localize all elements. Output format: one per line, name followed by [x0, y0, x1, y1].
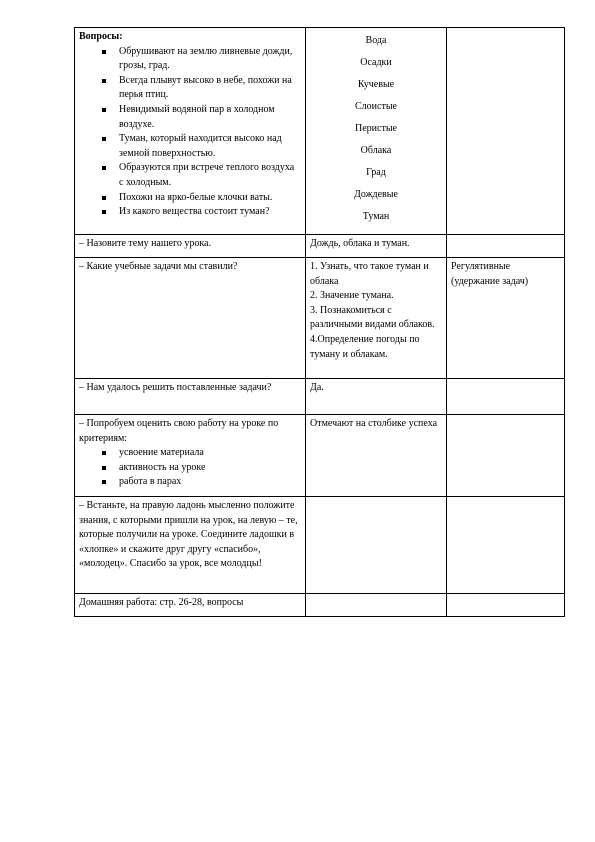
list-item: Обрушивают на землю ливневые дожди, грозы, град. — [119, 45, 301, 74]
teacher-cell — [75, 415, 306, 497]
table-row — [75, 415, 565, 497]
table-row — [75, 28, 565, 235]
teacher-cell: – Какие учебные задачи мы ставили? — [75, 258, 306, 379]
list-item: работа в парах — [119, 475, 301, 490]
list-item: Образуются при встрече теплого воздуха с холодным. — [119, 161, 301, 190]
list-item: Всегда плывут высоко в небе, похожи на перья птиц. — [119, 74, 301, 103]
answer-word: Кучевые — [357, 79, 395, 90]
student-cell — [306, 497, 447, 594]
answer-word: Град — [366, 167, 386, 178]
homework-cell: Домашняя работа: стр. 26-28, вопросы — [75, 594, 306, 617]
note-cell — [447, 594, 565, 617]
note-cell — [447, 415, 565, 497]
task-line: 1. Узнать, что такое туман и облака — [310, 261, 429, 287]
table-row — [75, 497, 565, 594]
answer-word: Дождевые — [354, 189, 398, 200]
criteria-list — [79, 446, 301, 490]
teacher-cell: – Встаньте, на правую ладонь мысленно положите знания, с которыми пришли на урок, на левую – те, которые получили на уроке. Соедините ладошки в «хлопке» и скажите друг другу «спасибо», «молодец». Спасибо за урок, все молодцы! — [75, 497, 306, 594]
criteria-intro: – Попробуем оценить свою работу на уроке по критериям: — [79, 418, 279, 444]
answer-words-cell — [306, 28, 447, 235]
note-cell — [447, 235, 565, 258]
student-cell: Отмечают на столбике успеха — [306, 415, 447, 497]
note-cell: Регулятивные (удержание задач) — [447, 258, 565, 379]
table-row — [75, 594, 565, 617]
teacher-cell: – Назовите тему нашего урока. — [75, 235, 306, 258]
task-line: 4.Определение погоды по туману и облакам. — [310, 333, 420, 360]
student-cell: Дождь, облака и туман. — [306, 235, 447, 258]
table-row — [75, 235, 565, 258]
list-item: Похожи на ярко-белые клочки ваты. — [119, 191, 301, 206]
task-line: 3. Познакомиться с различными видами облаков. — [310, 304, 435, 331]
teacher-cell: – Нам удалось решить поставленные задачи? — [75, 379, 306, 415]
list-item: Из какого вещества состоит туман? — [119, 205, 301, 220]
student-cell — [306, 258, 447, 379]
questions-heading: Вопросы: — [79, 31, 123, 42]
answer-word: Вода — [365, 35, 387, 46]
list-item: Невидимый водяной пар в холодном воздухе. — [119, 103, 301, 132]
answer-word: Перистые — [355, 123, 397, 134]
list-item: усвоение материала — [119, 446, 301, 461]
lesson-table — [74, 27, 565, 617]
task-line: 2. Значение тумана. — [310, 290, 394, 302]
answer-word: Облака — [360, 145, 392, 156]
table-row — [75, 379, 565, 415]
note-cell — [447, 497, 565, 594]
questions-list — [79, 45, 301, 220]
questions-cell — [75, 28, 306, 235]
list-item: Туман, который находится высоко над земной поверхностью. — [119, 132, 301, 161]
answer-word: Осадки — [360, 57, 392, 68]
answer-word: Слоистые — [355, 101, 397, 112]
note-cell — [447, 379, 565, 415]
answer-word: Туман — [362, 211, 390, 222]
list-item: активность на уроке — [119, 461, 301, 476]
table-row — [75, 258, 565, 379]
note-cell — [447, 28, 565, 235]
student-cell: Да. — [306, 379, 447, 415]
student-cell — [306, 594, 447, 617]
